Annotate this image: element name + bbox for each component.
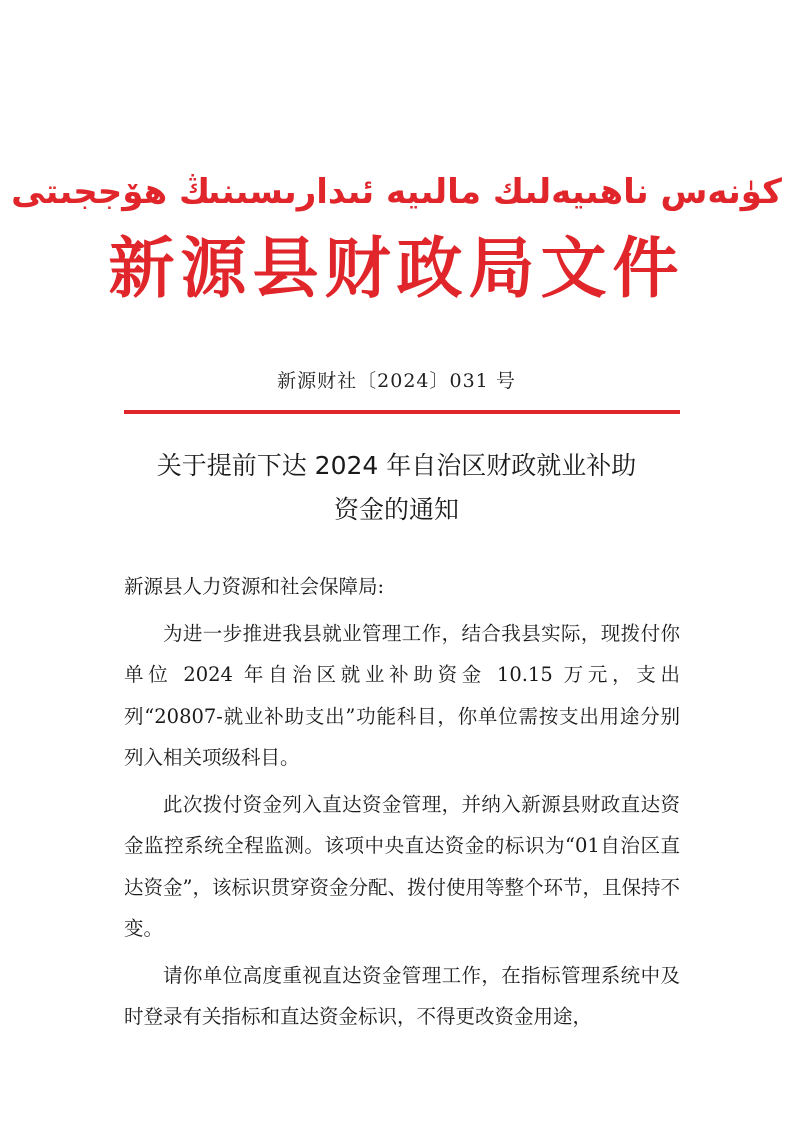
- chinese-header-title: 新源县财政局文件: [108, 229, 685, 307]
- body-paragraph-2: 此次拨付资金列入直达资金管理，并纳入新源县财政直达资金监控系统全程监测。该项中央直达资金的标识为“01自治区直达资金”，该标识贯穿资金分配、拨付使用等整个环节，且保持不变。: [124, 792, 680, 940]
- body-paragraph-1: 为进一步推进我县就业管理工作，结合我县实际，现拨付你单位 2024 年自治区就业补助资金 10.15 万元，支出列“20807-就业补助支出”功能科目，你单位需按支出用途分别列入相关项级科目。: [124, 621, 680, 769]
- notice-title: [100, 444, 693, 532]
- notice-title-line-1: 关于提前下达 2024 年自治区财政就业补助: [156, 451, 637, 480]
- notice-title-line-2: 资金的通知: [333, 495, 459, 524]
- uyghur-header-title: كۈنەس ناھىيەلىك مالىيە ئىدارىسىنىڭ ھۆججىتى: [11, 172, 782, 212]
- document-number: 新源财社〔2024〕031 号: [277, 370, 516, 392]
- body-paragraph-3: 请你单位高度重视直达资金管理工作，在指标管理系统中及时登录有关指标和直达资金标识，不得更改资金用途，: [124, 963, 680, 1028]
- red-divider-line: [124, 410, 680, 414]
- addressee: 新源县人力资源和社会保障局:: [124, 575, 385, 598]
- notice-body: [124, 566, 680, 1038]
